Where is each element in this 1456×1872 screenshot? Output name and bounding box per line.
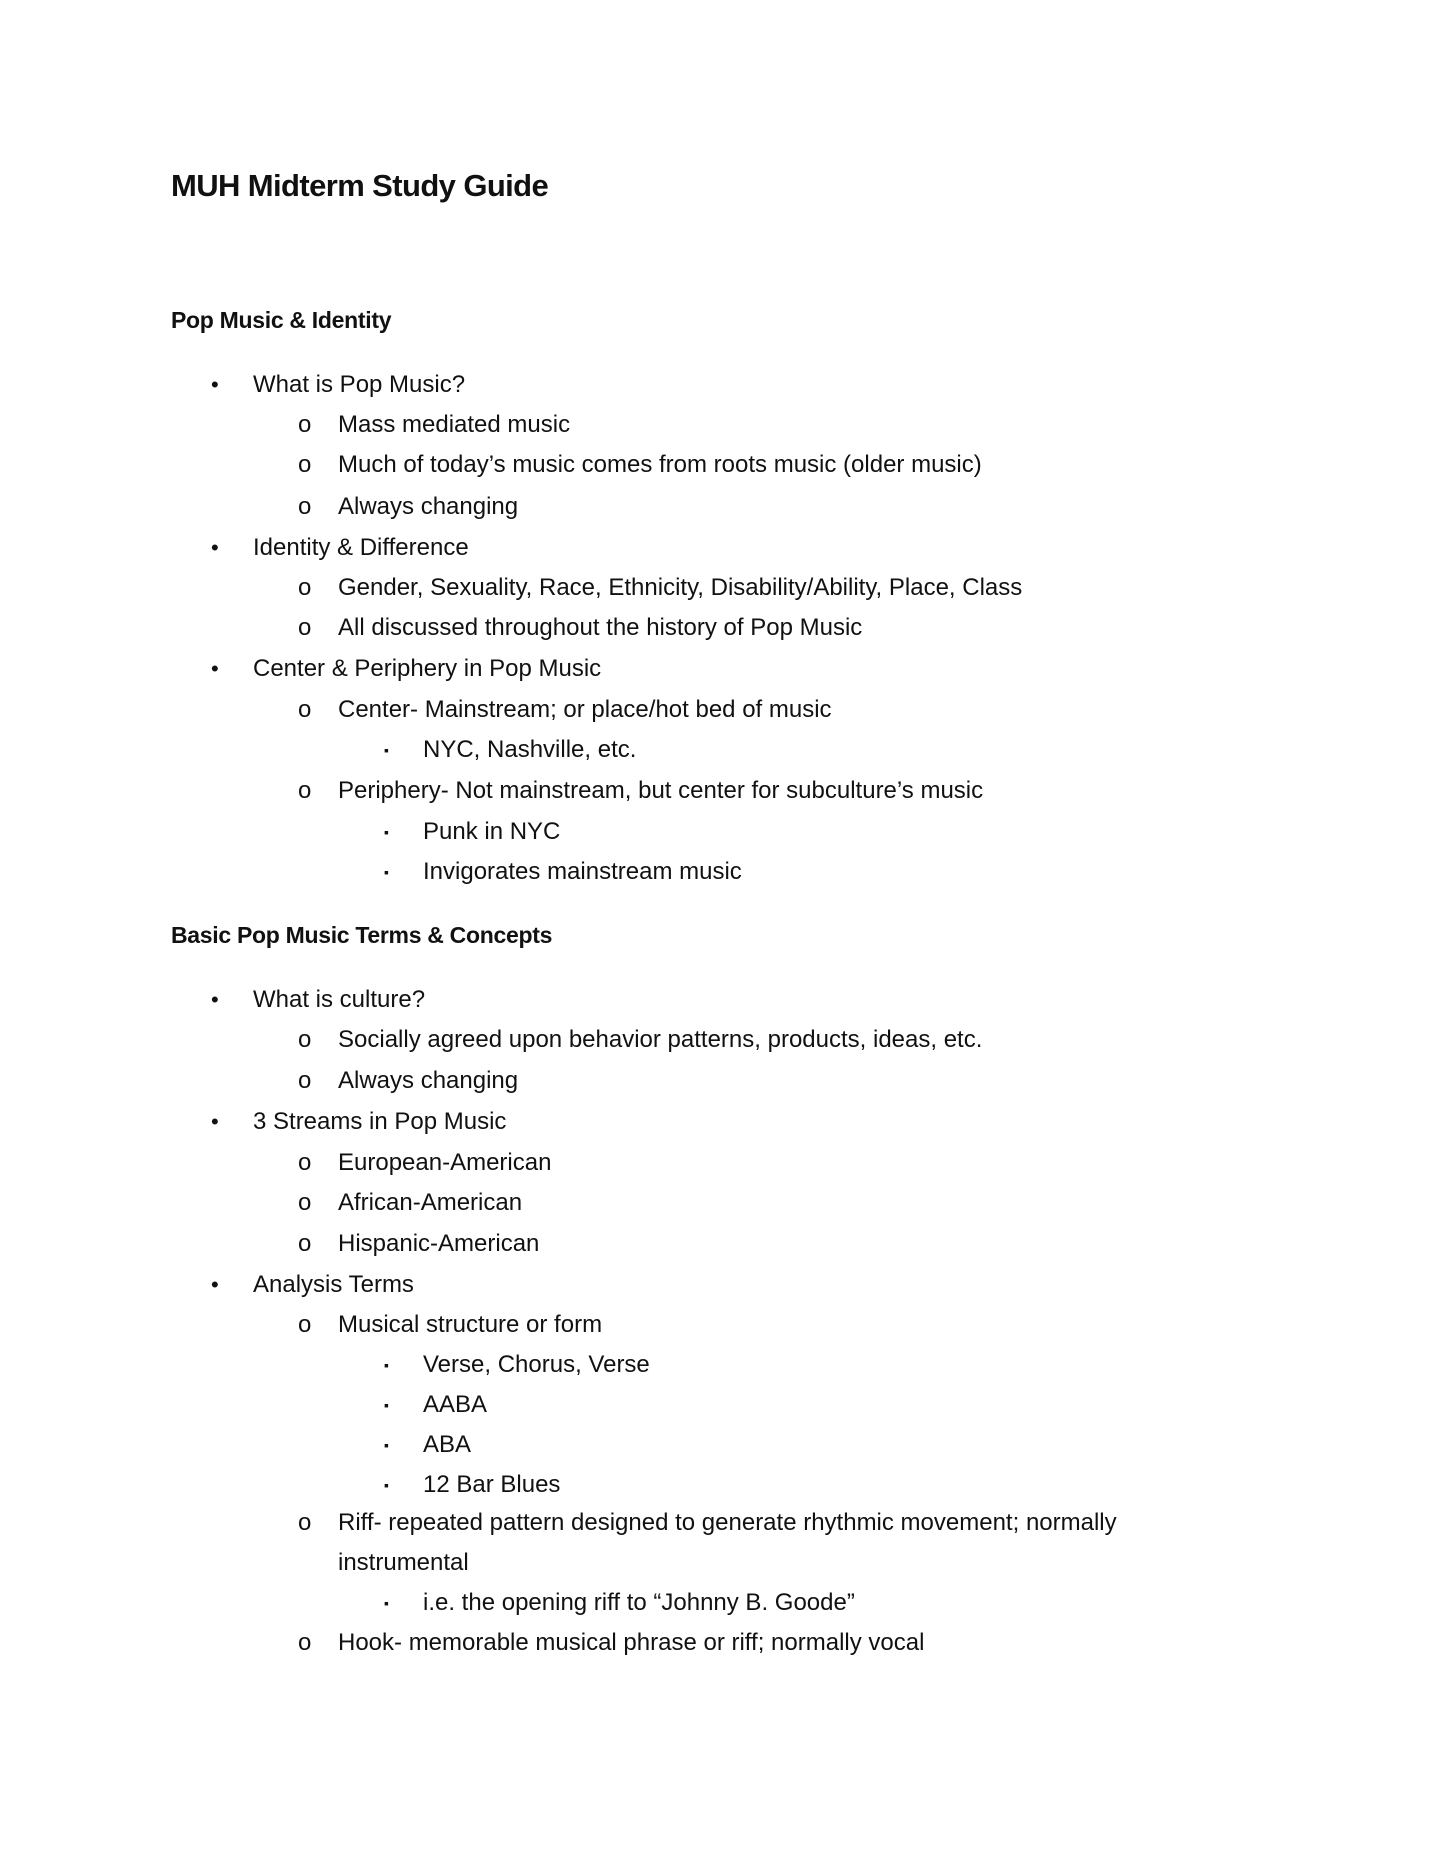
list-item: i.e. the opening riff to “Johnny B. Goode” [423,1589,855,1616]
list-item: NYC, Nashville, etc. [423,736,637,763]
list-item: Musical structure or form [338,1311,603,1338]
list-marker-level-1: • [211,1109,219,1134]
list-item: ABA [423,1431,472,1458]
list-marker-level-2: o [298,1509,312,1536]
list-item: Much of today’s music comes from roots music (older music) [338,451,982,478]
list-marker-level-3: ▪ [384,1595,389,1611]
list-marker-level-3: ▪ [384,1397,389,1413]
list-marker-level-2: o [298,1149,312,1176]
list-item: AABA [423,1391,488,1418]
list-item: Socially agreed upon behavior patterns, products, ideas, etc. [338,1026,983,1053]
list-item: Gender, Sexuality, Race, Ethnicity, Disability/Ability, Place, Class [338,574,1023,601]
list-item: Always changing [338,1067,519,1094]
list-marker-level-1: • [211,1272,219,1297]
list-item: Periphery- Not mainstream, but center for subculture’s music [338,777,984,804]
list-marker-level-2: o [298,777,312,804]
list-item: Hispanic-American [338,1230,540,1257]
list-item: All discussed throughout the history of Pop Music [338,614,863,641]
list-marker-level-3: ▪ [384,1477,389,1493]
list-item: Punk in NYC [423,818,561,845]
list-marker-level-1: • [211,372,219,397]
list-marker-level-2: o [298,493,312,520]
section-heading: Basic Pop Music Terms & Concepts [171,922,553,948]
list-marker-level-2: o [298,614,312,641]
list-item: Hook- memorable musical phrase or riff; normally vocal [338,1629,925,1656]
list-item: Analysis Terms [253,1271,414,1298]
list-marker-level-3: ▪ [384,1437,389,1453]
section-heading: Pop Music & Identity [171,307,392,333]
list-marker-level-1: • [211,987,219,1012]
list-item: 12 Bar Blues [423,1471,561,1498]
list-item: African-American [338,1189,523,1216]
list-marker-level-2: o [298,1629,312,1656]
list-marker-level-2: o [298,411,312,438]
list-item: Invigorates mainstream music [423,858,742,885]
list-item: Always changing [338,493,519,520]
list-item: What is culture? [253,986,426,1013]
list-item: Verse, Chorus, Verse [423,1351,650,1378]
list-marker-level-1: • [211,656,219,681]
list-marker-level-3: ▪ [384,864,389,880]
list-marker-level-2: o [298,1026,312,1053]
list-marker-level-2: o [298,1189,312,1216]
list-marker-level-2: o [298,1067,312,1094]
list-item: 3 Streams in Pop Music [253,1108,507,1135]
list-item: Mass mediated music [338,411,571,438]
list-item-continuation: instrumental [338,1549,469,1576]
list-marker-level-2: o [298,1230,312,1257]
list-marker-level-2: o [298,451,312,478]
list-marker-level-1: • [211,535,219,560]
list-marker-level-2: o [298,696,312,723]
list-item: Identity & Difference [253,534,469,561]
page-title: MUH Midterm Study Guide [171,168,549,203]
list-item: Center- Mainstream; or place/hot bed of music [338,696,832,723]
list-marker-level-2: o [298,574,312,601]
list-marker-level-2: o [298,1311,312,1338]
list-marker-level-3: ▪ [384,742,389,758]
list-item: What is Pop Music? [253,371,466,398]
list-marker-level-3: ▪ [384,824,389,840]
list-marker-level-3: ▪ [384,1357,389,1373]
list-item: European-American [338,1149,552,1176]
list-item: Riff- repeated pattern designed to generate rhythmic movement; normally [338,1509,1117,1536]
list-item: Center & Periphery in Pop Music [253,655,602,682]
